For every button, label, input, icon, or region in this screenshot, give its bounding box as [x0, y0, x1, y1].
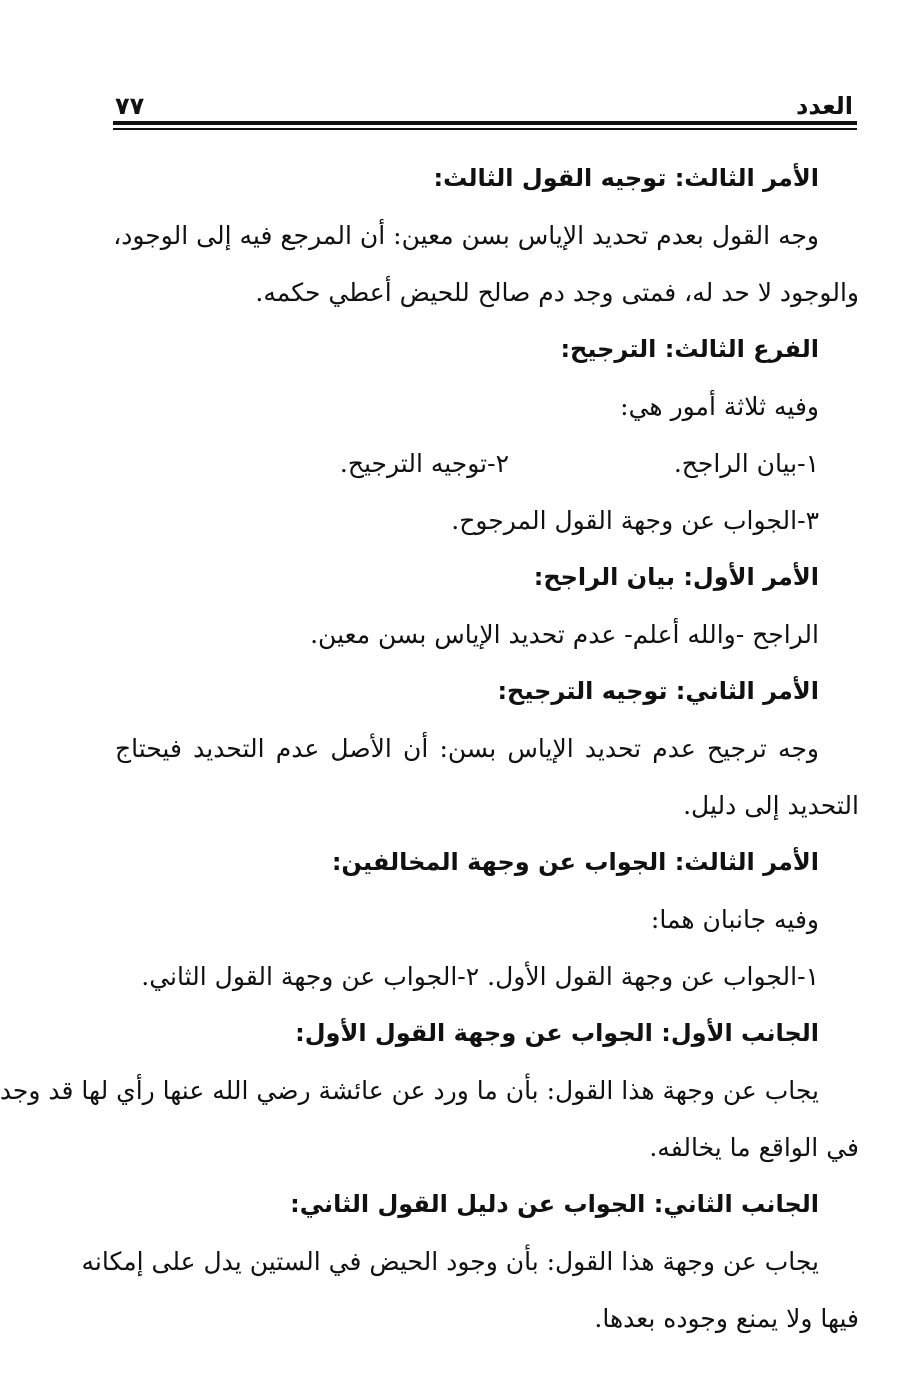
paragraph-line: وجه ترجيح عدم تحديد الإياس بسن: أن الأصل عدم التحديد فيحتاج [115, 734, 819, 763]
paragraph-line: الراجح -والله أعلم- عدم تحديد الإياس بسن معين. [310, 620, 819, 649]
chapter-title: العدد [796, 92, 853, 120]
paragraph-line: في الواقع ما يخالفه. [649, 1133, 859, 1162]
paragraph-line: وفيه ثلاثة أمور هي: [620, 392, 819, 421]
heading-first-matter: الأمر الأول: بيان الراجح: [533, 563, 819, 591]
list-item: ١-بيان الراجح. [673, 449, 819, 478]
paragraph-line: وفيه جانبان هما: [650, 905, 819, 934]
page-body [0, 150, 859, 1347]
heading-third-branch-preference: الفرع الثالث: الترجيح: [560, 335, 819, 363]
paragraph-line: والوجود لا حد له، فمتى وجد دم صالح للحيض أعطي حكمه. [255, 278, 859, 307]
paragraph-line: يجاب عن وجهة هذا القول: بأن ما ورد عن عائشة رضي الله عنها رأي لها قد وجد [0, 1076, 819, 1105]
paragraph-line: فيها ولا يمنع وجوده بعدها. [594, 1304, 859, 1333]
heading-third-matter-answer: الأمر الثالث: الجواب عن وجهة المخالفين: [331, 848, 819, 876]
page-number: ٧٧ [115, 92, 145, 120]
paragraph-line: التحديد إلى دليل. [683, 791, 859, 820]
heading-second-matter: الأمر الثاني: توجيه الترجيح: [497, 677, 819, 705]
paragraph-line: وجه القول بعدم تحديد الإياس بسن معين: أن المرجع فيه إلى الوجود، [113, 221, 819, 250]
header-rule-thin [113, 128, 857, 130]
running-header [115, 82, 853, 120]
heading-third-matter-third-opinion: الأمر الثالث: توجيه القول الثالث: [433, 164, 819, 192]
list-item: ٢-توجيه الترجيح. [339, 449, 509, 478]
heading-second-side: الجانب الثاني: الجواب عن دليل القول الثاني: [290, 1190, 819, 1218]
heading-first-side: الجانب الأول: الجواب عن وجهة القول الأول: [295, 1019, 819, 1047]
list-row: ١-الجواب عن وجهة القول الأول. ٢-الجواب عن وجهة القول الثاني. [141, 962, 819, 991]
paragraph-line: يجاب عن وجهة هذا القول: بأن وجود الحيض في الستين يدل على إمكانه [81, 1247, 819, 1276]
header-rule-thick [113, 121, 857, 125]
list-item: ٣-الجواب عن وجهة القول المرجوح. [451, 506, 819, 535]
list-row [115, 435, 859, 492]
